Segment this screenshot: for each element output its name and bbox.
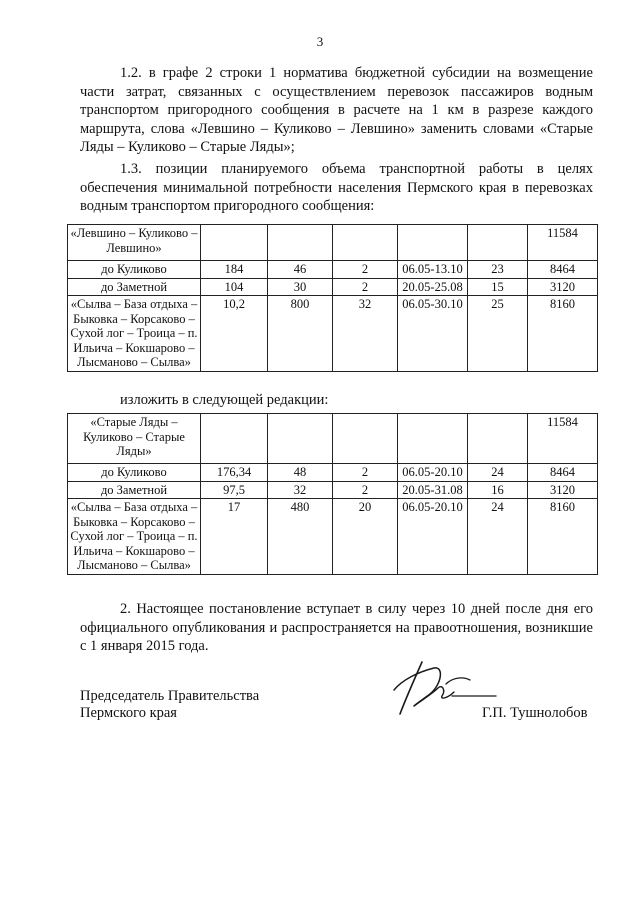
signer-title-line: Пермского края [80,705,177,721]
table-row [68,414,598,464]
table-cell: 8160 [528,499,598,575]
table-new-edition [67,413,598,575]
table-row [68,499,598,575]
table-cell: 10,2 [201,296,268,372]
paragraph-1-3: 1.3. позиции планируемого объема транспортной работы в целях обеспечения минимальной потребности населения Пермского края в перевозках водным транспортом пригородного сообщения: [80,161,593,214]
paragraph-1-2: 1.2. в графе 2 строки 1 норматива бюджетной субсидии на возмещение части затрат, связанных с осуществлением перевозок пассажиров водным транспортом пригородного сообщения в расчете на 1 км в разрезе каждого маршрута, слова «Левшино – Куликово – Левшино» заменить словами «Старые Ляды – Куликово – Старые Ляды»; [80,65,593,155]
table-cell: 8464 [528,261,598,279]
table-old-edition [67,224,598,372]
table-cell: до Заметной [68,481,201,499]
table-cell: 176,34 [201,464,268,482]
table-row [68,278,598,296]
signer-title [80,688,259,722]
table-cell: 104 [201,278,268,296]
table-cell: 2 [333,464,398,482]
table-cell: «Левшино – Куликово – Левшино» [68,225,201,261]
table-cell [201,414,268,464]
table-cell [398,225,468,261]
signer-name: Г.П. Тушнолобов [482,705,588,721]
table-row [68,261,598,279]
table-cell: 11584 [528,414,598,464]
table-cell: 97,5 [201,481,268,499]
table-row [68,225,598,261]
table-cell: 06.05-20.10 [398,499,468,575]
table-cell: 17 [201,499,268,575]
table-cell: до Заметной [68,278,201,296]
table-cell: 2 [333,261,398,279]
table-cell: 20.05-31.08 [398,481,468,499]
table-cell [468,414,528,464]
table-cell: 20 [333,499,398,575]
table-cell: 06.05-13.10 [398,261,468,279]
table-cell: 32 [333,296,398,372]
table-cell: 800 [268,296,333,372]
table-cell: 2 [333,278,398,296]
table-cell: 11584 [528,225,598,261]
table-row [68,481,598,499]
table-cell: 06.05-30.10 [398,296,468,372]
table-cell: 06.05-20.10 [398,464,468,482]
table-cell: до Куликово [68,464,201,482]
table-cell: 46 [268,261,333,279]
table-cell: 3120 [528,278,598,296]
table-cell: 48 [268,464,333,482]
table-cell [268,414,333,464]
table-cell: 30 [268,278,333,296]
table-cell: «Сылва – База отдыха – Быковка – Корсаково – Сухой лог – Троица – п. Ильича – Кокшарово – Лысманово – Сылва» [68,499,201,575]
table-cell: до Куликово [68,261,201,279]
table-cell: 32 [268,481,333,499]
table-cell: 3120 [528,481,598,499]
table-cell: 20.05-25.08 [398,278,468,296]
table-cell [201,225,268,261]
table-cell [398,414,468,464]
paragraph-2: 2. Настоящее постановление вступает в силу через 10 дней после дня его официального опубликования и распространяется на правоотношения, возникшие с 1 января 2015 года. [80,601,593,654]
table-cell [468,225,528,261]
page-number: 3 [316,34,324,49]
table-cell: 15 [468,278,528,296]
table-cell: 24 [468,464,528,482]
table-cell: 2 [333,481,398,499]
table-cell [268,225,333,261]
table-row [68,296,598,372]
table-cell: 16 [468,481,528,499]
table-cell: 184 [201,261,268,279]
table-cell: «Сылва – База отдыха – Быковка – Корсаково – Сухой лог – Троица – п. Ильича – Кокшарово – Лысманово – Сылва» [68,296,201,372]
table-cell [333,225,398,261]
table-cell: «Старые Ляды – Куликово – Старые Ляды» [68,414,201,464]
table-caption: изложить в следующей редакции: [120,392,329,408]
table-cell: 23 [468,261,528,279]
table-row [68,464,598,482]
table-cell: 24 [468,499,528,575]
signer-title-line: Председатель Правительства [80,688,260,704]
table-cell [333,414,398,464]
table-cell: 8464 [528,464,598,482]
table-cell: 480 [268,499,333,575]
table-cell: 25 [468,296,528,372]
table-cell: 8160 [528,296,598,372]
